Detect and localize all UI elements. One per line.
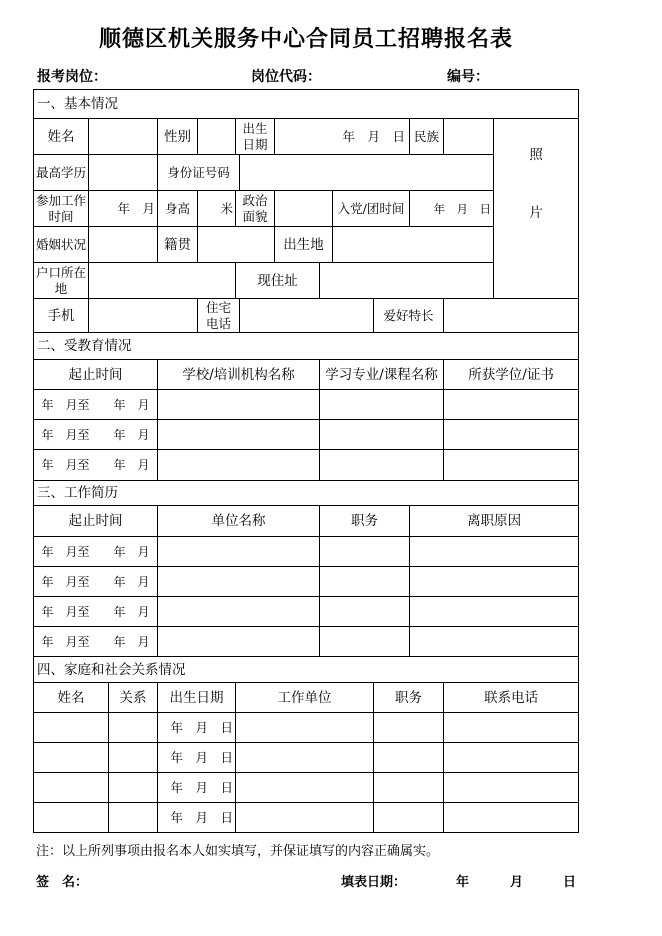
family-title-field[interactable] [374,803,444,833]
work-period-field[interactable]: 年 月至 年 月 [34,567,158,597]
fill-date-label: 填表日期： [341,875,407,890]
family-employer-field[interactable] [236,743,374,773]
application-form-table [33,89,579,833]
family-header-phone: 联系电话 [444,683,579,713]
family-birth-field[interactable]: 年 月 日 [158,743,236,773]
work-period-field[interactable]: 年 月至 年 月 [34,537,158,567]
household-field[interactable] [89,263,236,299]
current-address-label: 现住址 [236,263,320,299]
table-row [34,537,579,567]
table-row [34,450,579,481]
section-education-header: 二、受教育情况 [34,333,579,360]
work-header-reason: 离职原因 [410,506,579,537]
work-header-period: 起止时间 [34,506,158,537]
page-title: 顺德区机关服务中心合同员工招聘报名表 [98,26,513,52]
edu-degree-field[interactable] [444,390,579,420]
family-name-field[interactable] [34,803,109,833]
family-name-field[interactable] [34,773,109,803]
table-row [34,713,579,743]
family-relation-field[interactable] [109,803,158,833]
name-field[interactable] [89,119,158,155]
native-place-field[interactable] [198,227,275,263]
family-header-relation: 关系 [109,683,158,713]
current-address-field[interactable] [320,263,494,299]
ethnicity-field[interactable] [444,119,494,155]
marital-status-field[interactable] [89,227,158,263]
party-join-field[interactable]: 年 月 日 [410,191,494,227]
photo-box[interactable] [494,119,579,299]
family-name-field[interactable] [34,743,109,773]
position-code-label: 岗位代码： [251,69,321,85]
home-phone-field[interactable] [240,299,374,333]
family-relation-field[interactable] [109,713,158,743]
section-basic-header: 一、基本情况 [34,90,579,119]
work-title-field[interactable] [320,567,410,597]
table-row [34,420,579,450]
work-reason-field[interactable] [410,537,579,567]
family-birth-field[interactable]: 年 月 日 [158,713,236,743]
table-row [34,773,579,803]
work-employer-field[interactable] [158,597,320,627]
family-phone-field[interactable] [444,803,579,833]
birth-place-field[interactable] [333,227,494,263]
household-label: 户口所在地 [34,263,89,299]
section-family-header: 四、家庭和社会关系情况 [34,657,579,683]
work-reason-field[interactable] [410,597,579,627]
work-reason-field[interactable] [410,567,579,597]
edu-header-major: 学习专业/课程名称 [320,360,444,390]
edu-school-field[interactable] [158,450,320,481]
id-number-label: 身份证号码 [158,155,240,191]
table-row [34,567,579,597]
ethnicity-label: 民族 [410,119,444,155]
family-employer-field[interactable] [236,713,374,743]
edu-major-field[interactable] [320,450,444,481]
table-row [34,627,579,657]
work-reason-field[interactable] [410,627,579,657]
family-relation-field[interactable] [109,743,158,773]
family-title-field[interactable] [374,713,444,743]
edu-period-field[interactable]: 年 月至 年 月 [34,420,158,450]
family-title-field[interactable] [374,773,444,803]
family-header-birth: 出生日期 [158,683,236,713]
family-name-field[interactable] [34,713,109,743]
edu-header-period: 起止时间 [34,360,158,390]
serial-number-label: 编号： [447,69,489,85]
work-title-field[interactable] [320,537,410,567]
edu-period-field[interactable]: 年 月至 年 月 [34,390,158,420]
edu-period-field[interactable]: 年 月至 年 月 [34,450,158,481]
table-row [34,803,579,833]
position-label: 报考岗位： [37,69,107,85]
gender-field[interactable] [198,119,236,155]
work-header-employer: 单位名称 [158,506,320,537]
birth-date-field[interactable]: 年 月 日 [275,119,410,155]
family-header-title: 职务 [374,683,444,713]
home-phone-label: 住宅电话 [198,299,240,333]
edu-school-field[interactable] [158,420,320,450]
education-level-field[interactable] [89,155,158,191]
name-label: 姓名 [34,119,89,155]
height-label: 身高 [158,191,198,227]
marital-status-label: 婚姻状况 [34,227,89,263]
fill-date-year: 年 [456,875,470,890]
work-period-field[interactable]: 年 月至 年 月 [34,627,158,657]
family-phone-field[interactable] [444,773,579,803]
work-title-field[interactable] [320,627,410,657]
family-employer-field[interactable] [236,803,374,833]
id-number-field[interactable] [240,155,494,191]
height-field[interactable]: 米 [198,191,236,227]
family-birth-field[interactable]: 年 月 日 [158,803,236,833]
hobbies-field[interactable] [444,299,579,333]
mobile-label: 手机 [34,299,89,333]
work-employer-field[interactable] [158,537,320,567]
fill-date-month: 月 [510,875,524,890]
edu-school-field[interactable] [158,390,320,420]
footer-note: 注：以上所列事项由报名本人如实填写，并保证填写的内容正确属实。 [36,844,440,859]
edu-major-field[interactable] [320,420,444,450]
edu-degree-field[interactable] [444,450,579,481]
family-phone-field[interactable] [444,713,579,743]
birth-date-label: 出生日期 [236,119,275,155]
work-start-field[interactable]: 年 月 [89,191,158,227]
political-status-field[interactable] [275,191,333,227]
work-header-title: 职务 [320,506,410,537]
edu-major-field[interactable] [320,390,444,420]
political-status-label: 政治面貌 [236,191,275,227]
family-phone-field[interactable] [444,743,579,773]
work-employer-field[interactable] [158,627,320,657]
table-row [34,743,579,773]
table-row [34,390,579,420]
fill-date-day: 日 [563,875,577,890]
edu-header-school: 学校/培训机构名称 [158,360,320,390]
family-header-name: 姓名 [34,683,109,713]
education-level-label: 最高学历 [34,155,89,191]
work-period-field[interactable]: 年 月至 年 月 [34,597,158,627]
edu-degree-field[interactable] [444,420,579,450]
signature-label: 签 名： [36,875,89,890]
work-employer-field[interactable] [158,567,320,597]
family-title-field[interactable] [374,743,444,773]
family-relation-field[interactable] [109,773,158,803]
table-row [34,597,579,627]
family-header-employer: 工作单位 [236,683,374,713]
mobile-field[interactable] [89,299,198,333]
work-start-label: 参加工作时间 [34,191,89,227]
family-birth-field[interactable]: 年 月 日 [158,773,236,803]
work-title-field[interactable] [320,597,410,627]
native-place-label: 籍贯 [158,227,198,263]
hobbies-label: 爱好特长 [374,299,444,333]
section-work-header: 三、工作简历 [34,481,579,506]
photo-char-2: 片 [529,205,543,221]
family-employer-field[interactable] [236,773,374,803]
gender-label: 性别 [158,119,198,155]
edu-header-degree: 所获学位/证书 [444,360,579,390]
birth-place-label: 出生地 [275,227,333,263]
party-join-label: 入党/团时间 [333,191,410,227]
photo-char-1: 照 [529,147,543,163]
